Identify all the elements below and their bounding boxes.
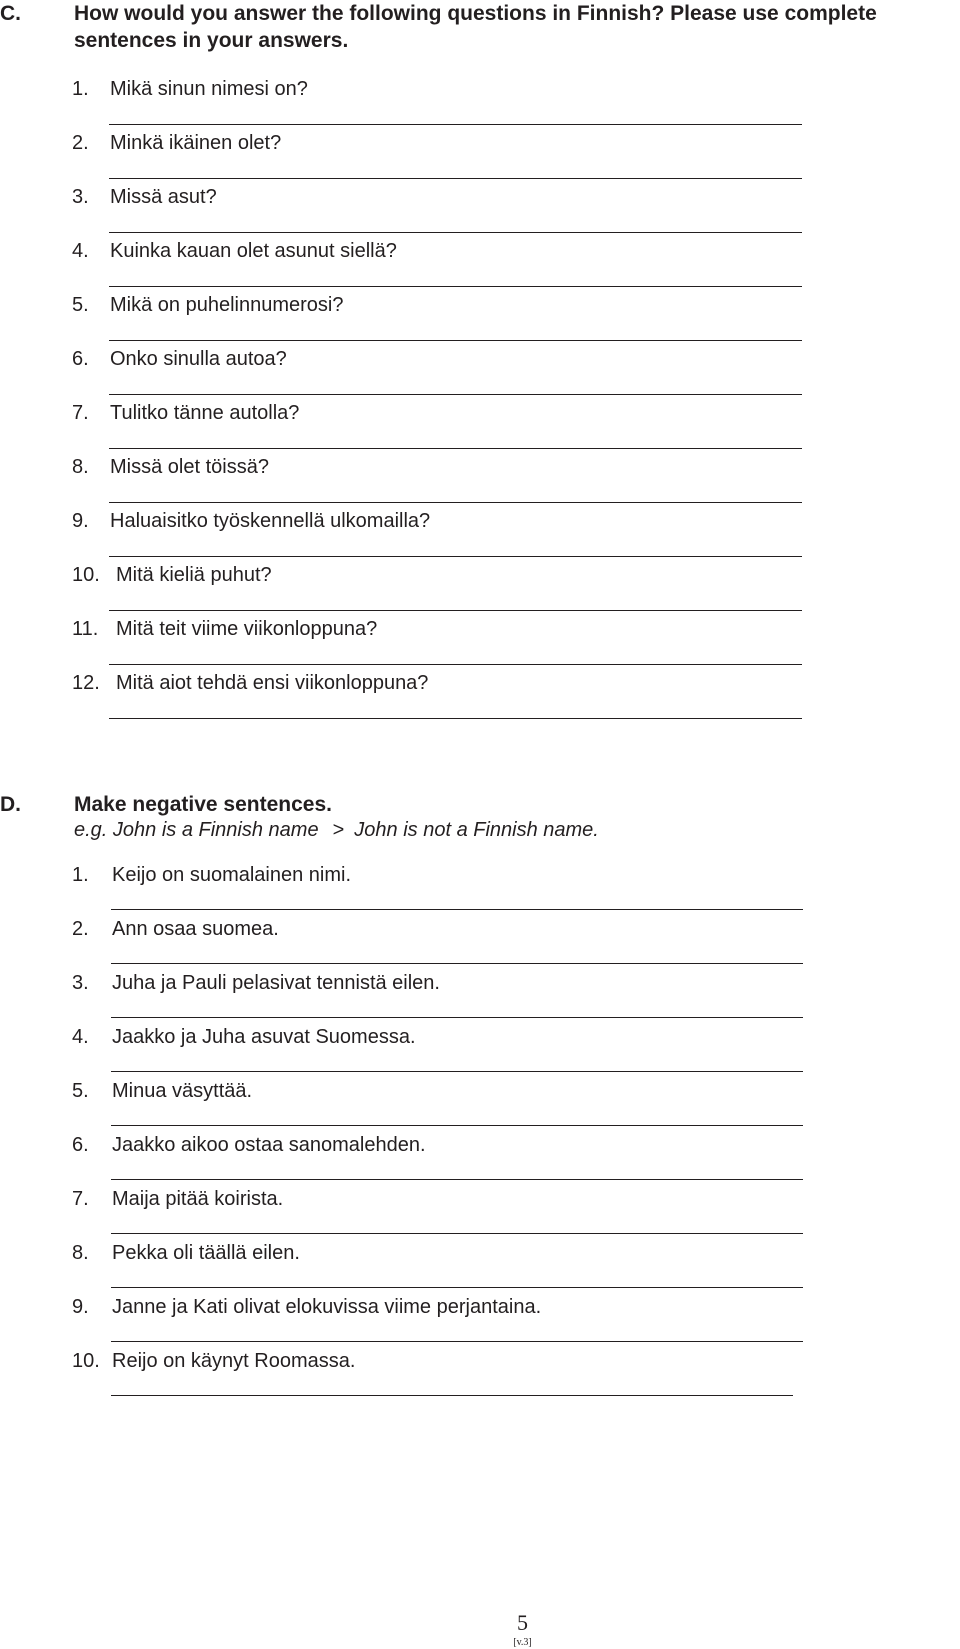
section-d-heading: [0, 791, 960, 818]
answer-line[interactable]: [111, 1017, 803, 1018]
question-number: 10.: [72, 564, 100, 586]
question-number: 8.: [72, 456, 89, 478]
answer-line[interactable]: [111, 1395, 793, 1396]
question-text: Haluaisitko työskennellä ulkomailla?: [110, 510, 431, 532]
sentence-text: Maija pitää koirista.: [112, 1188, 284, 1210]
sentence-number: 1.: [72, 864, 89, 886]
example-arrow: >: [332, 819, 345, 841]
question-number: 4.: [72, 240, 89, 262]
sentence-number: 9.: [72, 1296, 89, 1318]
section-c-title: How would you answer the following questions in Finnish? Please use complete sentences in your answers.: [74, 2, 877, 52]
answer-line[interactable]: [111, 963, 803, 964]
example-answer: John is not a Finnish name.: [354, 819, 599, 841]
sentence-number: 2.: [72, 918, 89, 940]
answer-line[interactable]: [109, 502, 802, 503]
sentence-number: 3.: [72, 972, 89, 994]
question-text: Onko sinulla autoa?: [110, 348, 287, 370]
answer-line[interactable]: [109, 448, 802, 449]
question-text: Mitä aiot tehdä ensi viikonloppuna?: [116, 672, 429, 694]
question-number: 11.: [72, 618, 99, 640]
sentence-text: Keijo on suomalainen nimi.: [112, 864, 352, 886]
answer-line[interactable]: [109, 664, 802, 665]
answer-line[interactable]: [109, 556, 802, 557]
question-number: 12.: [72, 672, 100, 694]
question-text: Minkä ikäinen olet?: [110, 132, 282, 154]
question-text: Tulitko tänne autolla?: [110, 402, 300, 424]
section-c-heading: [0, 0, 960, 60]
question-text: Missä olet töissä?: [110, 456, 269, 478]
page-number: 5: [517, 1610, 528, 1635]
question-number: 5.: [72, 294, 89, 316]
sentence-text: Minua väsyttää.: [112, 1080, 253, 1102]
question-text: Mitä kieliä puhut?: [116, 564, 272, 586]
answer-line[interactable]: [111, 1287, 803, 1288]
section-d-title: Make negative sentences.: [74, 793, 332, 816]
question-text: Kuinka kauan olet asunut siellä?: [110, 240, 397, 262]
answer-line[interactable]: [111, 1341, 803, 1342]
version-label: [v.3]: [513, 1637, 532, 1648]
sentence-text: Ann osaa suomea.: [112, 918, 279, 940]
question-number: 9.: [72, 510, 89, 532]
question-number: 7.: [72, 402, 89, 424]
question-number: 2.: [72, 132, 89, 154]
section-c-letter: C.: [0, 2, 21, 25]
sentence-text: Jaakko ja Juha asuvat Suomessa.: [112, 1026, 416, 1048]
section-d-letter: D.: [0, 793, 21, 816]
answer-line[interactable]: [109, 124, 802, 125]
answer-line[interactable]: [109, 178, 802, 179]
sentence-number: 7.: [72, 1188, 89, 1210]
question-text: Mikä sinun nimesi on?: [110, 78, 308, 100]
question-text: Mitä teit viime viikonloppuna?: [116, 618, 378, 640]
answer-line[interactable]: [109, 718, 802, 719]
answer-line[interactable]: [109, 340, 802, 341]
sentence-number: 6.: [72, 1134, 89, 1156]
question-number: 6.: [72, 348, 89, 370]
answer-line[interactable]: [109, 286, 802, 287]
answer-line[interactable]: [111, 1179, 803, 1180]
sentence-text: Pekka oli täällä eilen.: [112, 1242, 300, 1264]
sentence-number: 10.: [72, 1350, 100, 1372]
sentence-text: Janne ja Kati olivat elokuvissa viime perjantaina.: [112, 1296, 542, 1318]
sentence-number: 8.: [72, 1242, 89, 1264]
answer-line[interactable]: [109, 232, 802, 233]
question-text: Mikä on puhelinnumerosi?: [110, 294, 344, 316]
sentence-text: Reijo on käynyt Roomassa.: [112, 1350, 356, 1372]
example-prefix: e.g. John is a Finnish name: [74, 819, 319, 841]
section-d-example: [74, 818, 599, 842]
answer-line[interactable]: [111, 1071, 803, 1072]
sentence-number: 5.: [72, 1080, 89, 1102]
sentence-text: Juha ja Pauli pelasivat tennistä eilen.: [112, 972, 440, 994]
answer-line[interactable]: [111, 1125, 803, 1126]
question-number: 1.: [72, 78, 89, 100]
answer-line[interactable]: [111, 909, 803, 910]
answer-line[interactable]: [109, 394, 802, 395]
sentence-text: Jaakko aikoo ostaa sanomalehden.: [112, 1134, 426, 1156]
answer-line[interactable]: [111, 1233, 803, 1234]
sentence-number: 4.: [72, 1026, 89, 1048]
answer-line[interactable]: [109, 610, 802, 611]
question-number: 3.: [72, 186, 89, 208]
question-text: Missä asut?: [110, 186, 217, 208]
